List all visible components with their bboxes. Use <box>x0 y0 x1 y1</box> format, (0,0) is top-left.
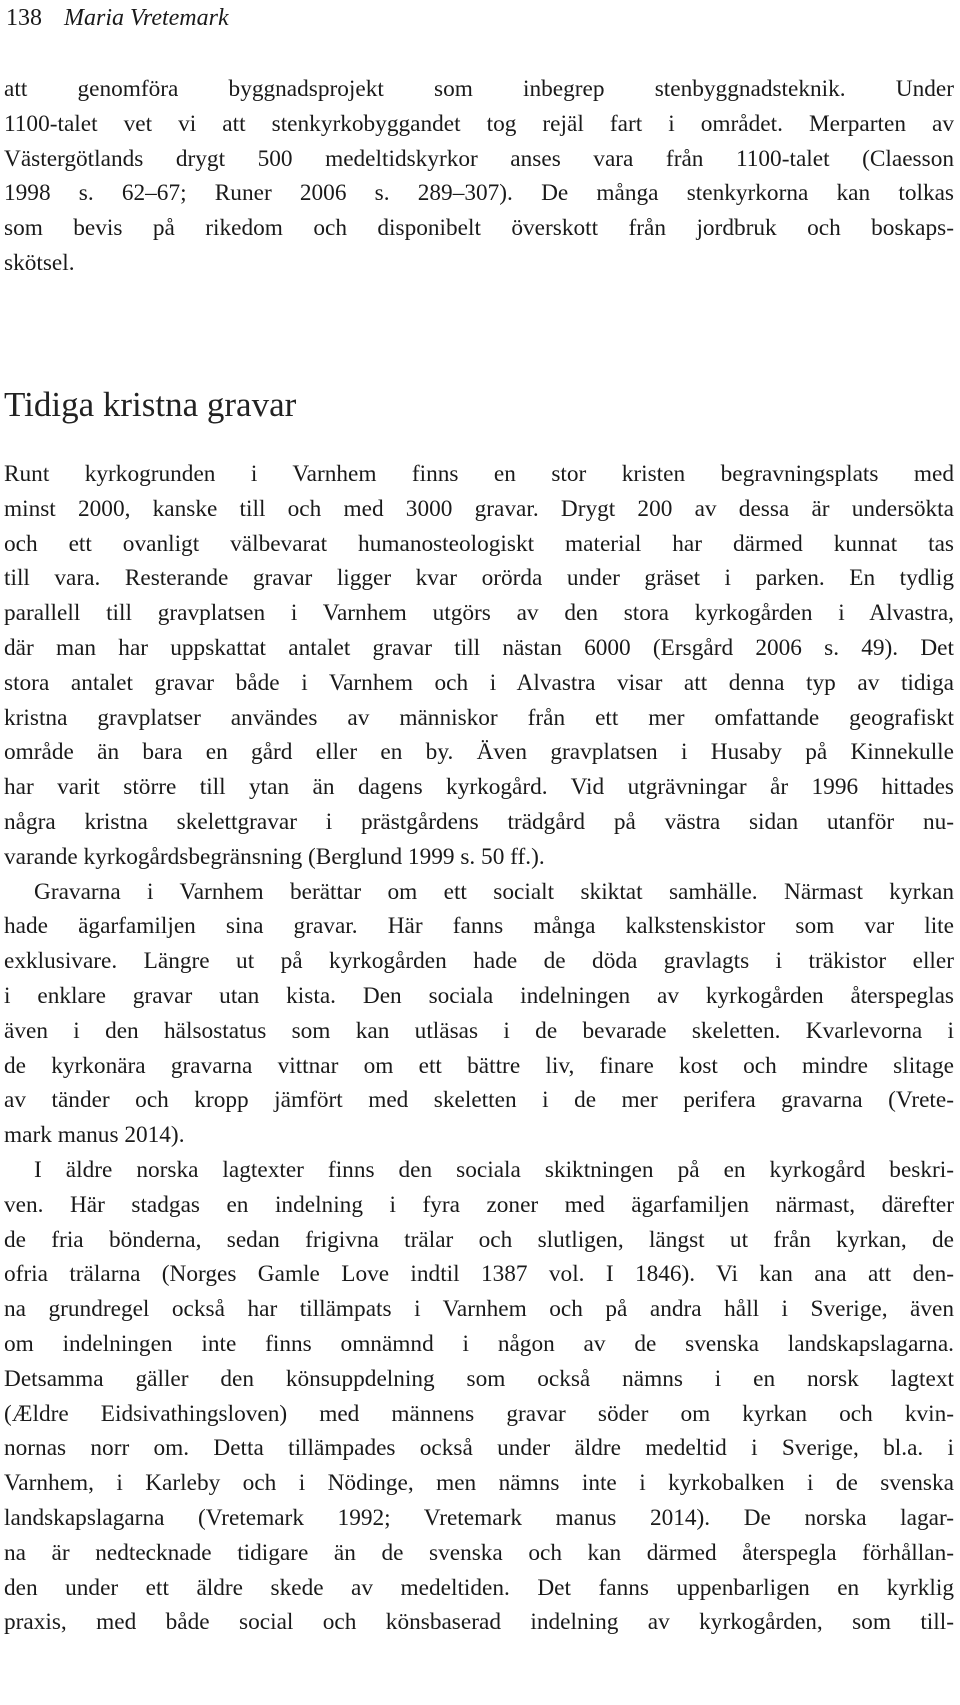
text-line: landskapslagarna (Vretemark 1992; Vretemark manus 2014). De norska lagar- <box>4 1504 954 1531</box>
text-line: de kyrkonära gravarna vittnar om ett bättre liv, finare kost och mindre slitage <box>4 1052 954 1079</box>
text-line: där man har uppskattat antalet gravar till nästan 6000 (Ersgård 2006 s. 49). Det <box>4 634 954 661</box>
text-line: och ett ovanligt välbevarat humanosteologiskt material har därmed kunnat tas <box>4 530 954 557</box>
text-line: minst 2000, kanske till och med 3000 gravar. Drygt 200 av dessa är undersökta <box>4 495 954 522</box>
text-line: om indelningen inte finns omnämnd i någon av de svenska landskapslagarna. <box>4 1330 954 1357</box>
text-line: na är nedtecknade tidigare än de svenska och kan därmed återspegla förhållan- <box>4 1539 954 1566</box>
text-line: kristna gravplatser användes av människor från ett mer omfattande geografiskt <box>4 704 954 731</box>
text-line: I äldre norska lagtexter finns den sociala skiktningen på en kyrkogård beskri- <box>34 1156 954 1183</box>
text-line: Runt kyrkogrunden i Varnhem finns en stor kristen begravningsplats med <box>4 461 954 487</box>
text-line: parallell till gravplatsen i Varnhem utgörs av den stora kyrkogården i Alvastra, <box>4 600 954 627</box>
text-line: 1998 s. 62–67; Runer 2006 s. 289–307). De många stenkyrkorna kan tolkas <box>4 180 954 207</box>
text-line: 1100-talet vet vi att stenkyrkobyggandet tog rejäl fart i området. Merparten av <box>4 110 954 137</box>
text-line: Västergötlands drygt 500 medeltidskyrkor anses vara från 1100-talet (Claesson <box>4 145 954 172</box>
text-line: stora antalet gravar både i Varnhem och i Alvastra visar att denna typ av tidiga <box>4 669 954 696</box>
text-line: till vara. Resterande gravar ligger kvar orörda under gräset i parken. En tydlig <box>4 565 954 592</box>
page-number: 138 <box>6 5 42 31</box>
text-line: mark manus 2014). <box>4 1122 185 1149</box>
text-line: har varit större till ytan än dagens kyrkogård. Vid utgrävningar år 1996 hittades <box>4 774 954 801</box>
running-head-author: Maria Vretemark <box>64 5 229 31</box>
text-line: som bevis på rikedom och disponibelt överskott från jordbruk och boskaps- <box>4 215 954 242</box>
text-line: nornas norr om. Detta tillämpades också under äldre medeltid i Sverige, bl.a. i <box>4 1435 954 1462</box>
section-body <box>4 457 954 1640</box>
text-line: Detsamma gäller den könsuppdelning som också nämns i en norsk lagtext <box>4 1365 954 1392</box>
section-heading: Tidiga kristna gravar <box>4 385 297 424</box>
text-line: hade ägarfamiljen sina gravar. Här fanns många kalkstenskistor som var lite <box>4 913 954 940</box>
text-line: även i den hälsostatus som kan utläsas i de bevarade skeletten. Kvarlevorna i <box>4 1017 954 1044</box>
text-line: de fria bönderna, sedan frigivna trälar och slutligen, längst ut från kyrkan, de <box>4 1226 954 1253</box>
text-line: (Ældre Eidsivathingsloven) med männens gravar söder om kyrkan och kvin- <box>4 1400 954 1427</box>
running-head <box>6 2 229 34</box>
text-line: att genomföra byggnadsprojekt som inbegrep stenbyggnadsteknik. Under <box>4 76 954 102</box>
text-line: Gravarna i Varnhem berättar om ett socialt skiktat samhälle. Närmast kyrkan <box>34 878 954 905</box>
text-line: na grundregel också har tillämpats i Varnhem och på andra håll i Sverige, även <box>4 1296 954 1323</box>
text-line: ven. Här stadgas en indelning i fyra zoner med ägarfamiljen närmast, därefter <box>4 1191 954 1218</box>
text-line: några kristna skelettgravar i prästgårdens trädgård på västra sidan utanför nu- <box>4 808 954 835</box>
text-line: område än bara en gård eller en by. Även gravplatsen i Husaby på Kinnekulle <box>4 739 954 766</box>
text-line: i enklare gravar utan kista. Den sociala indelningen av kyrkogården återspeglas <box>4 982 954 1009</box>
intro-paragraph <box>4 72 954 281</box>
text-line: av tänder och kropp jämfört med skeletten i de mer perifera gravarna (Vrete- <box>4 1087 954 1114</box>
text-line: den under ett äldre skede av medeltiden. Det fanns uppenbarligen en kyrklig <box>4 1574 954 1601</box>
text-line: skötsel. <box>4 249 75 276</box>
text-line: varande kyrkogårdsbegränsning (Berglund 1999 s. 50 ff.). <box>4 843 545 870</box>
text-line: Varnhem, i Karleby och i Nödinge, men nämns inte i kyrkobalken i de svenska <box>4 1470 954 1497</box>
text-line: praxis, med både social och könsbaserad indelning av kyrkogården, som till- <box>4 1609 954 1636</box>
text-line: exklusivare. Längre ut på kyrkogården hade de döda gravlagts i träkistor eller <box>4 948 954 975</box>
text-line: ofria trälarna (Norges Gamle Love indtil 1387 vol. I 1846). Vi kan ana att den- <box>4 1261 954 1288</box>
